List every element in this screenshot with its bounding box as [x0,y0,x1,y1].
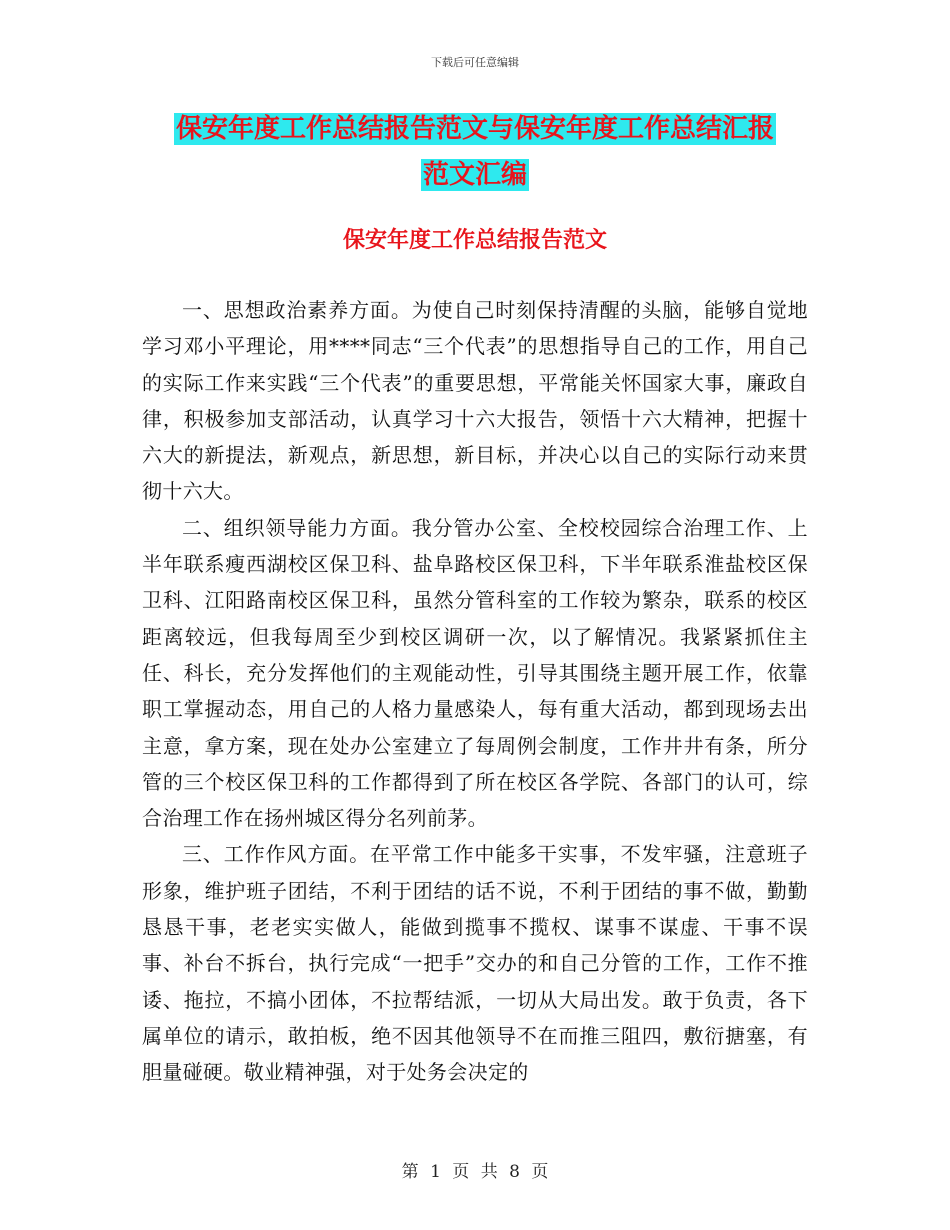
title-highlight-1: 保安年度工作总结报告范文与保安年度工作总结汇报 [175,114,774,144]
paragraph-2: 二、组织领导能力方面。我分管办公室、全校校园综合治理工作、上半年联系瘦西湖校区保卫科、盐阜路校区保卫科，下半年联系淮盐校区保卫科、江阳路南校区保卫科，虽然分管科室的工作较为繁杂，联系的校区距离较远，但我每周至少到校区调研一次，以了解情况。我紧紧抓住主任、科长，充分发挥他们的主观能动性，引导其围绕主题开展工作，依靠职工掌握动态，用自己的人格力量感染人，每有重大活动，都到现场去出主意，拿方案，现在处办公室建立了每周例会制度，工作井井有条，所分管的三个校区保卫科的工作都得到了所在校区各学院、各部门的认可，综合治理工作在扬州城区得分名列前茅。 [142,515,808,831]
document-title-line-1 [0,112,950,146]
page-footer: 第 1 页 共 8 页 [401,1162,549,1182]
paragraph-1: 一、思想政治素养方面。为使自己时刻保持清醒的头脑，能够自觉地学习邓小平理论，用****同志“三个代表”的思想指导自己的工作，用自己的实际工作来实践“三个代表”的重要思想，平常能关怀国家大事，廉政自律，积极参加支部活动，认真学习十六大报告，领悟十六大精神，把握十六大的新提法，新观点，新思想，新目标，并决心以自己的实际行动来贯彻十六大。 [142,298,808,504]
section-title: 保安年度工作总结报告范文 [342,227,607,253]
paragraph-3: 三、工作作风方面。在平常工作中能多干实事，不发牢骚，注意班子形象，维护班子团结，不利于团结的话不说，不利于团结的事不做，勤勤恳恳干事，老老实实做人，能做到揽事不揽权、谋事不谋虚、干事不误事、补台不拆台，执行完成“一把手”交办的和自己分管的工作，工作不推诿、拖拉，不搞小团体，不拉帮结派，一切从大局出发。敢于负责，各下属单位的请示，敢拍板，绝不因其他领导不在而推三阻四，敷衍搪塞，有胆量碰硬。敬业精神强，对于处务会决定的 [142,842,808,1085]
body-text [142,292,808,1091]
header-note: 下载后可任意编辑 [431,56,519,69]
title-highlight-2: 范文汇编 [422,160,527,190]
document-title-line-2 [0,158,950,192]
